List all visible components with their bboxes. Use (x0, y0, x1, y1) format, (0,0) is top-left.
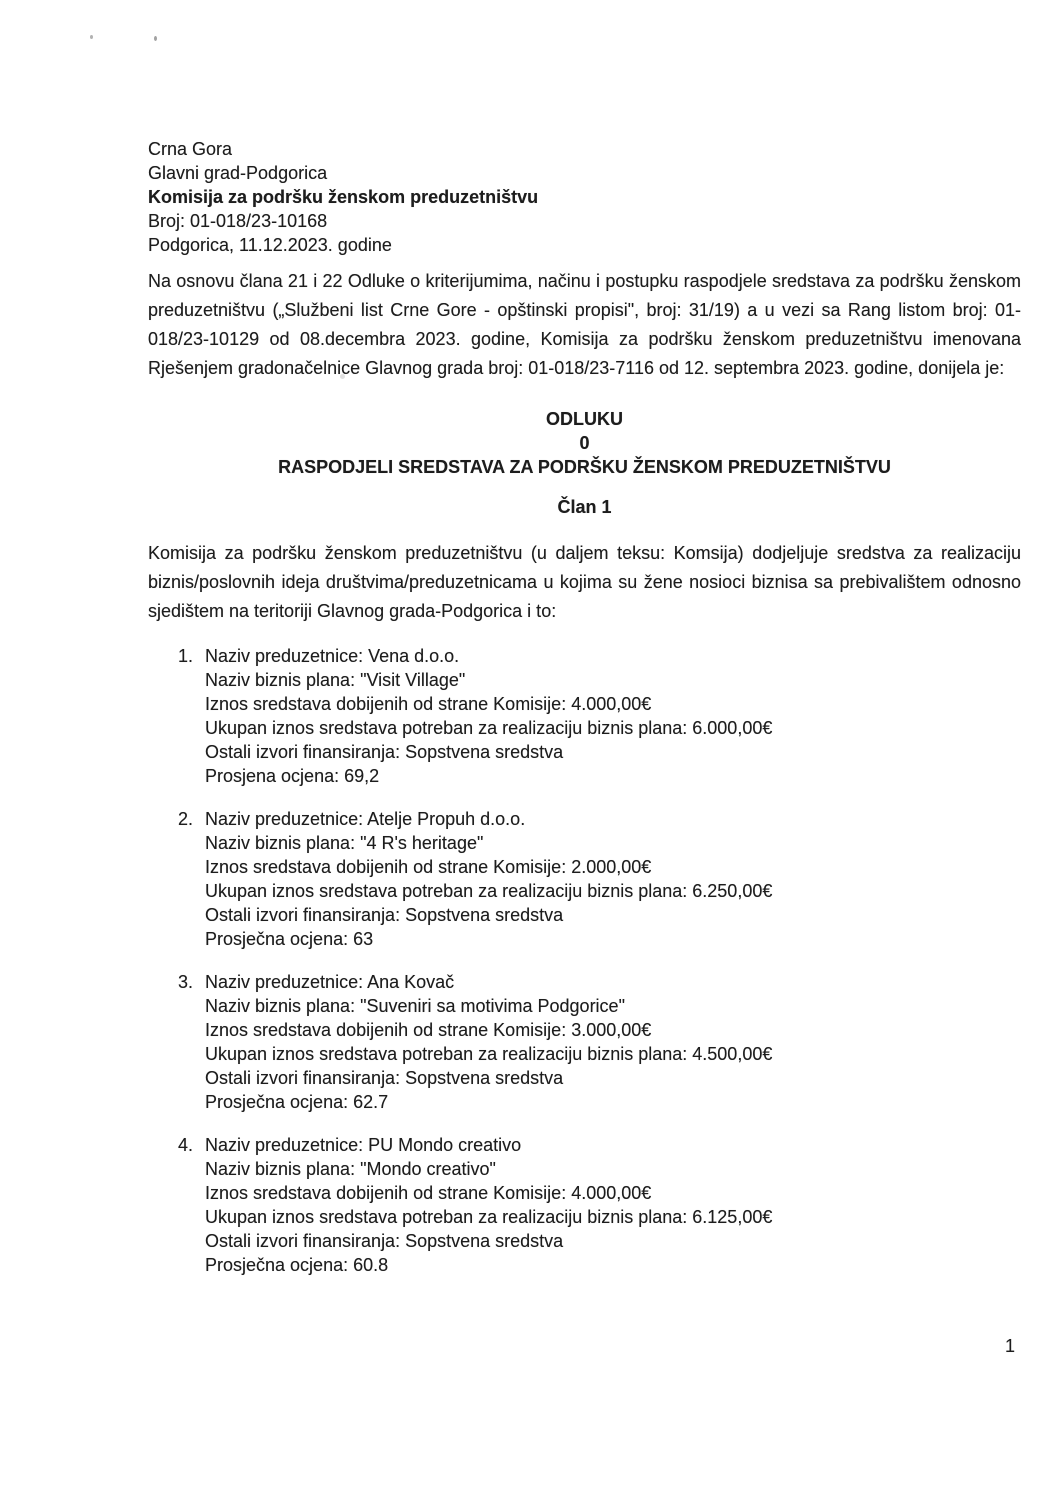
entry-number: 3. (178, 972, 194, 992)
entry-line: Ostali izvori finansiranja: Sopstvena sredstva (205, 1068, 564, 1088)
article-heading: Član 1 (557, 497, 612, 517)
list-item (178, 644, 1021, 788)
entries-list (178, 644, 1021, 1277)
entry-line: Naziv biznis plana: "Suveniri sa motivima Podgorice" (205, 996, 625, 1016)
document-content (148, 0, 1021, 1296)
decision-title-line-1: ODLUKU (546, 409, 623, 429)
entry-line: Naziv biznis plana: "4 R's heritage" (205, 833, 484, 853)
entry-line: Prosječna ocjena: 62.7 (205, 1092, 389, 1112)
entry-line: Naziv biznis plana: "Mondo creativo" (205, 1159, 496, 1179)
decision-title (148, 407, 1021, 479)
scan-artifact (90, 35, 93, 39)
entry-line: Iznos sredstava dobijenih od strane Komisije: 4.000,00€ (205, 1183, 652, 1203)
entry-line: Ostali izvori finansiranja: Sopstvena sredstva (205, 1231, 564, 1251)
entry-line: Ostali izvori finansiranja: Sopstvena sredstva (205, 905, 564, 925)
entry-number: 4. (178, 1135, 194, 1155)
entry-lines (205, 1133, 772, 1277)
letterhead-city: Glavni grad-Podgorica (148, 163, 328, 183)
letterhead-country: Crna Gora (148, 139, 233, 159)
page-number: 1 (1004, 1336, 1015, 1356)
entry-line: Iznos sredstava dobijenih od strane Komisije: 3.000,00€ (205, 1020, 652, 1040)
decision-title-line-3: RASPODJELI SREDSTAVA ZA PODRŠKU ŽENSKOM PREDUZETNIŠTVU (278, 457, 891, 477)
list-item (178, 970, 1021, 1114)
entry-line: Iznos sredstava dobijenih od strane Komisije: 2.000,00€ (205, 857, 652, 877)
article-paragraph: Komisija za podršku ženskom preduzetništvu (u daljem teksu: Komsija) dodjeljuje sredstva za realizaciju biznis/poslovnih ideja društvima/preduzetnicama u kojima su žene nosioci biznisa sa prebivalištem odnosno sjedištem na teritoriji Glavnog grada-Podgorica i to: (148, 543, 1021, 621)
letterhead-commission: Komisija za podršku ženskom preduzetništvu (148, 187, 539, 207)
entry-number: 2. (178, 809, 194, 829)
letterhead-reference-number: Broj: 01-018/23-10168 (148, 211, 328, 231)
entry-line: Naziv preduzetnice: Vena d.o.o. (205, 646, 460, 666)
entry-line: Prosječna ocjena: 60.8 (205, 1255, 389, 1275)
intro-paragraph: Na osnovu člana 21 i 22 Odluke o kriterijumima, načinu i postupku raspodjele sredstava za podršku ženskom preduzetništvu („Službeni list Crne Gore - opštinski propisi", broj: 31/19) a u vezi sa Rang listom broj: 01-018/23-10129 od 08.decembra 2023. godine, Komisija za podršku ženskom preduzetništvu imenovana Rješenjem gradonačelnice Glavnog grada broj: 01-018/23-7116 od 12. septembra 2023. godine, donijela je: (148, 271, 1021, 378)
entry-line: Naziv preduzetnice: PU Mondo creativo (205, 1135, 522, 1155)
entry-line: Ostali izvori finansiranja: Sopstvena sredstva (205, 742, 564, 762)
entry-line: Ukupan iznos sredstava potreban za realizaciju biznis plana: 4.500,00€ (205, 1044, 773, 1064)
entry-line: Ukupan iznos sredstava potreban za realizaciju biznis plana: 6.000,00€ (205, 718, 773, 738)
entry-line: Iznos sredstava dobijenih od strane Komisije: 4.000,00€ (205, 694, 652, 714)
list-item (178, 1133, 1021, 1277)
list-item (178, 807, 1021, 951)
entry-line: Ukupan iznos sredstava potreban za realizaciju biznis plana: 6.125,00€ (205, 1207, 773, 1227)
entry-number: 1. (178, 646, 194, 666)
letterhead-date: Podgorica, 11.12.2023. godine (148, 235, 392, 255)
entry-lines (205, 970, 772, 1114)
entry-line: Naziv preduzetnice: Atelje Propuh d.o.o. (205, 809, 526, 829)
entry-line: Prosječna ocjena: 63 (205, 929, 374, 949)
entry-line: Naziv biznis plana: "Visit Village" (205, 670, 466, 690)
entry-lines (205, 807, 772, 951)
entry-line: Prosjena ocjena: 69,2 (205, 766, 380, 786)
letterhead (148, 137, 1021, 257)
entry-lines (205, 644, 772, 788)
decision-title-line-2: 0 (579, 433, 590, 453)
entry-line: Naziv preduzetnice: Ana Kovač (205, 972, 455, 992)
entry-line: Ukupan iznos sredstava potreban za realizaciju biznis plana: 6.250,00€ (205, 881, 773, 901)
